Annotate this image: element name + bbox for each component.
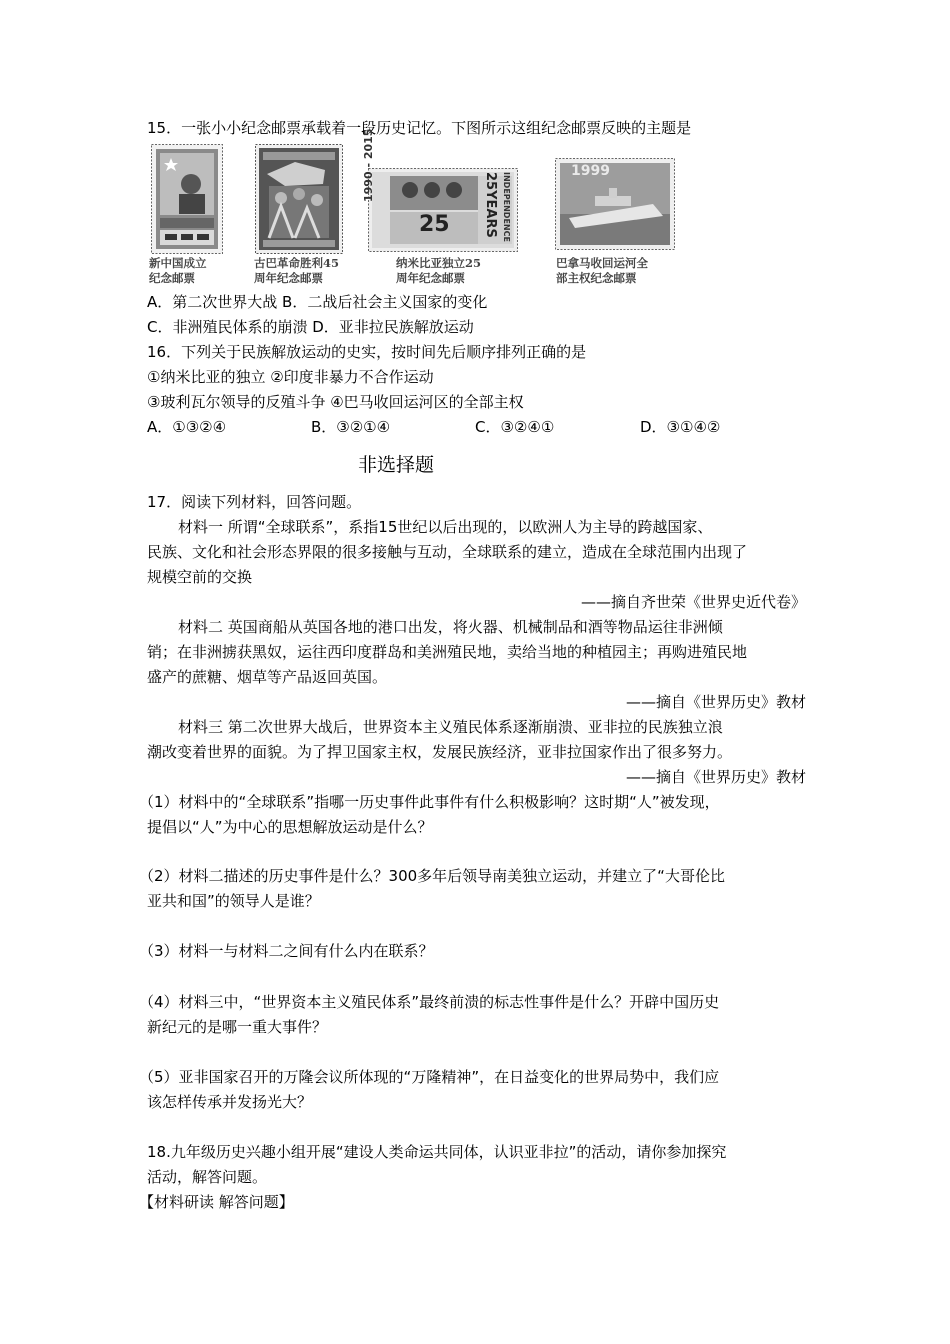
q17-part1-line1: （1）材料中的“全球联系”指哪一历史事件此事件有什么积极影响？这时期“人”被发现， (139, 793, 720, 811)
q17-part5-line2: 该怎样传承并发扬光大？ (147, 1093, 313, 1111)
stamp-3-side-text-2: INDEPENDENCE (502, 172, 511, 242)
q16-option-a: A．①③②④ (147, 418, 227, 436)
q17-material1-line2: 民族、文化和社会形态界限的很多接触与互动，全球联系的建立，造成在全球范围内出现了 (147, 543, 748, 561)
stamp-4-caption-line2: 部主权纪念邮票 (556, 271, 637, 285)
stamp-2-caption-line1: 古巴革命胜利45 (254, 256, 340, 270)
stamp-3-years-text: 1990 - 2015 (362, 128, 375, 202)
q17-material1-line3: 规模空前的交换 (147, 568, 253, 586)
q17-part5-line1: （5）亚非国家召开的万隆会议所体现的“万隆精神”，在日益变化的世界局势中，我们应 (139, 1068, 720, 1086)
stamp-4-caption-line1: 巴拿马收回运河全 (556, 256, 648, 270)
q17-part2-line1: （2）材料二描述的历史事件是什么？300多年后领导南美独立运动，并建立了“大哥伦比 (139, 867, 725, 885)
q17-stem: 17．阅读下列材料，回答问题。 (147, 493, 362, 511)
q18-line1: 18.九年级历史兴趣小组开展“建设人类命运共同体，认识亚非拉”的活动，请你参加探究 (147, 1143, 727, 1161)
q15-options-line1: A．第二次世界大战 B．二战后社会主义国家的变化 (147, 293, 488, 311)
stamp-3-side-text-1: 25YEARS (483, 172, 498, 238)
section-title: 非选择题 (358, 454, 435, 476)
q17-material3-source: ——摘自《世界历史》教材 (625, 768, 806, 786)
stamp-1-caption-line2: 纪念邮票 (149, 271, 195, 285)
q17-material1-source: ——摘自齐世荣《世界史近代卷》 (580, 593, 806, 611)
q17-part4-line2: 新纪元的是哪一重大事件？ (147, 1018, 328, 1036)
q17-material2-source: ——摘自《世界历史》教材 (625, 693, 806, 711)
stamp-3-big-25: 25 (419, 212, 450, 237)
q18-section-label: 【材料研读 解答问题】 (139, 1193, 294, 1211)
q17-material3-line1: 材料三 第二次世界大战后，世界资本主义殖民体系逐渐崩溃、亚非拉的民族独立浪 (178, 718, 723, 736)
stamp-3-caption-line2: 周年纪念邮票 (396, 271, 465, 285)
q16-option-c: C．③②④① (475, 418, 555, 436)
q17-part4-line1: （4）材料三中，“世界资本主义殖民体系”最终前溃的标志性事件是什么？开辟中国历史 (139, 993, 720, 1011)
q16-stem: 16．下列关于民族解放运动的史实，按时间先后顺序排列正确的是 (147, 343, 587, 361)
q17-material2-line3: 盛产的蔗糖、烟草等产品返回英国。 (147, 668, 388, 686)
stamp-4-year-text: 1999 (571, 163, 610, 179)
q17-material2-line1: 材料二 英国商船从英国各地的港口出发，将火器、机械制品和酒等物品运往非洲倾 (178, 618, 723, 636)
q17-material3-line2: 潮改变着世界的面貌。为了捍卫国家主权，发展民族经济，亚非拉国家作出了很多努力。 (147, 743, 733, 761)
q15-options-line2: C．非洲殖民体系的崩溃 D．亚非拉民族解放运动 (147, 318, 474, 336)
stamp-new-china (151, 144, 223, 254)
q16-items-line2: ③玻利瓦尔领导的反殖斗争 ④巴马收回运河区的全部主权 (147, 393, 524, 411)
q17-material1-line1: 材料一 所谓“全球联系”，系指15世纪以后出现的，以欧洲人为主导的跨越国家、 (178, 518, 713, 536)
q16-option-b: B．③②①④ (311, 418, 391, 436)
stamp-2-caption-line2: 周年纪念邮票 (254, 271, 323, 285)
q15-stem: 15．一张小小纪念邮票承载着一段历史记忆。下图所示这组纪念邮票反映的主题是 (147, 119, 692, 137)
q17-material2-line2: 销；在非洲掳获黑奴，运往西印度群岛和美洲殖民地，卖给当地的种植园主；再购进殖民地 (147, 643, 748, 661)
q17-part2-line2: 亚共和国”的领导人是谁？ (147, 892, 320, 910)
q18-line2: 活动，解答问题。 (147, 1168, 268, 1186)
q16-items-line1: ①纳米比亚的独立 ②印度非暴力不合作运动 (147, 368, 434, 386)
q16-option-d: D．③①④② (640, 418, 721, 436)
stamp-1-caption-line1: 新中国成立 (149, 256, 207, 270)
stamp-3-caption-line1: 纳米比亚独立25 (396, 256, 482, 270)
q17-part3-line1: （3）材料一与材料二之间有什么内在联系？ (139, 942, 434, 960)
stamp-cuba-revolution (255, 144, 343, 254)
q17-part1-line2: 提倡以“人”为中心的思想解放运动是什么？ (147, 818, 433, 836)
